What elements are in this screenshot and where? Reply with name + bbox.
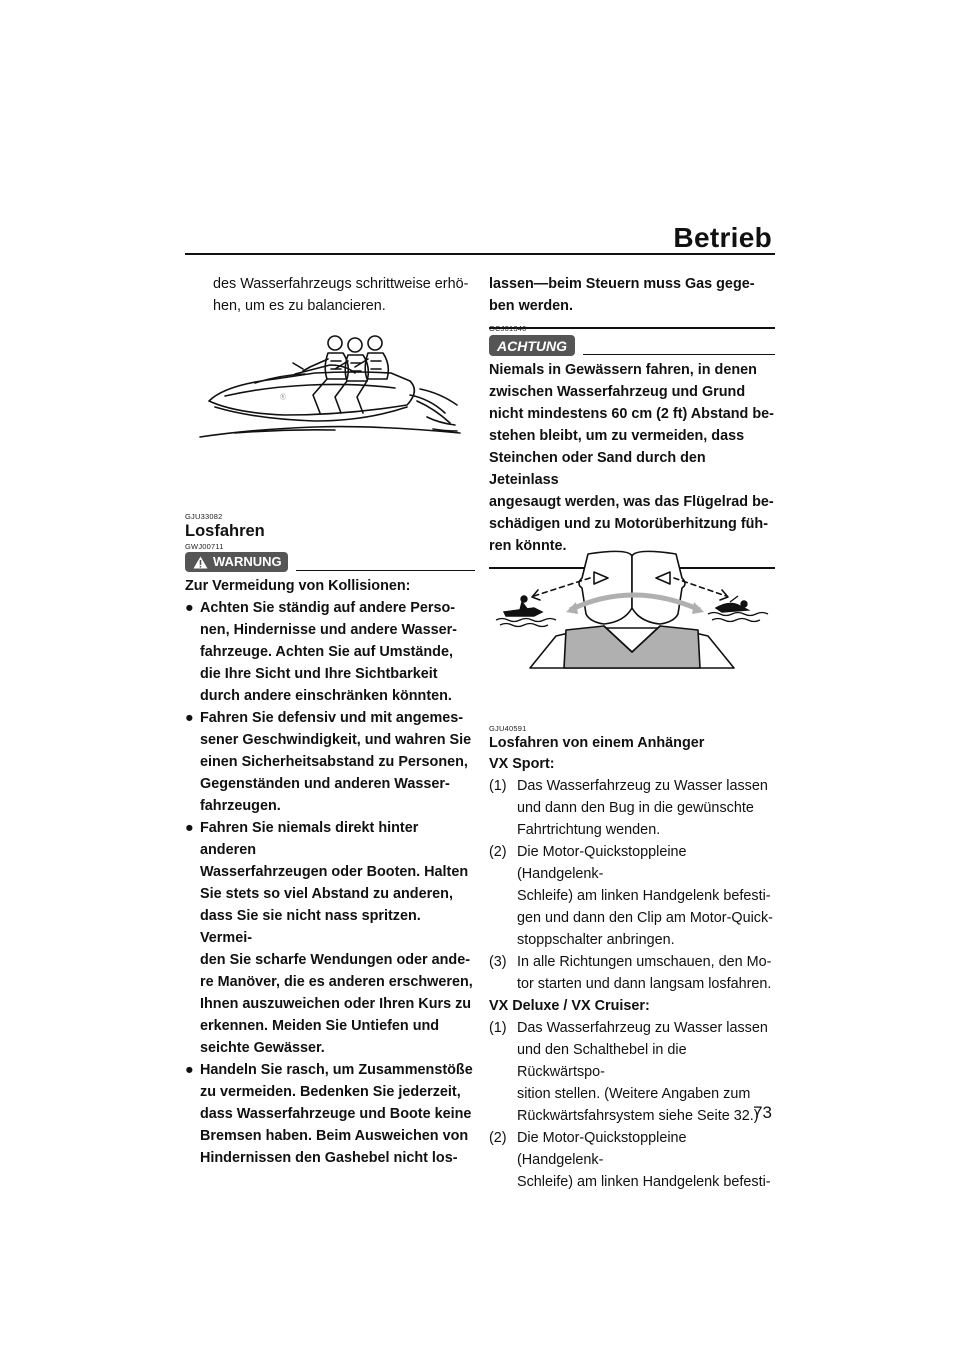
bullet-line: seichte Gewässer. (200, 1040, 325, 1056)
step-item (489, 951, 775, 995)
page-header-title: Betrieb (673, 222, 772, 253)
step-item (489, 841, 775, 951)
left-intro (185, 273, 475, 317)
bullet-line: re Manöver, die es anderen erschweren, (200, 974, 473, 990)
bullet-line: Ihnen auszuweichen oder Ihren Kurs zu (200, 996, 472, 1012)
section-title: Losfahren (185, 522, 265, 540)
bullet-line: Sie stets so viel Abstand zu anderen, (200, 886, 453, 902)
warning-label-row (185, 552, 475, 572)
bullet-line: sener Geschwindigkeit, und wahren Sie (200, 732, 472, 748)
warning-bullets (185, 597, 475, 1169)
bullet-line: die Ihre Sicht und Ihre Sichtbarkeit (200, 666, 438, 682)
section-losfahren (185, 512, 475, 1169)
caution-line: Niemals in Gewässern fahren, in denen (489, 362, 757, 378)
caution-line: Steinchen oder Sand durch den Jeteinlass (489, 450, 706, 488)
warning-label: WARNUNG (213, 554, 282, 569)
warning-rule (296, 570, 475, 572)
step-line: gen und dann den Clip am Motor-Quick- (517, 910, 773, 926)
bullet-line: Handeln Sie rasch, um Zusammenstöße (200, 1062, 473, 1078)
bullet-line: Fahren Sie niemals direkt hinter anderen (200, 820, 419, 858)
caution-line: ren könnte. (489, 538, 567, 554)
step-line: stoppschalter anbringen. (517, 932, 675, 948)
bullet-item (185, 1059, 475, 1169)
bullet-dot-icon: ● (185, 600, 194, 616)
bullet-line: Fahren Sie defensiv und mit angemes- (200, 710, 464, 726)
bullet-item (185, 597, 475, 707)
step-number: (2) (489, 1130, 507, 1146)
bullet-line: Wasserfahrzeugen oder Booten. Halten (200, 864, 469, 880)
step-item (489, 1127, 775, 1193)
warning-triangle-icon (193, 556, 208, 569)
bullet-dot-icon: ● (185, 1062, 194, 1078)
step-line: Fahrtrichtung wenden. (517, 822, 661, 838)
step-number: (1) (489, 778, 507, 794)
warning-heading: Zur Vermeidung von Kollisionen: (185, 578, 411, 594)
bullet-line: einen Sicherheitsabstand zu Personen, (200, 754, 468, 770)
warning-code: GWJ00711 (185, 542, 224, 551)
caution-code: GCJ01340 (489, 324, 527, 333)
step-number: (2) (489, 844, 507, 860)
header-rule (185, 253, 775, 255)
caution-line: stehen bleibt, um zu vermeiden, dass (489, 428, 745, 444)
step-line: und dann den Bug in die gewünschte (517, 800, 754, 816)
page-number: 73 (753, 1103, 772, 1122)
bullet-item (185, 707, 475, 817)
caution-label-row (489, 335, 775, 356)
bullet-line: zu vermeiden. Bedenken Sie jederzeit, (200, 1084, 461, 1100)
bullet-line: Bremsen haben. Beim Ausweichen von (200, 1128, 469, 1144)
section-anhaenger (489, 724, 775, 1193)
step-line: sition stellen. (Weitere Angaben zum (517, 1086, 751, 1102)
bullet-line: dass Wasserfahrzeuge und Boote keine (200, 1106, 472, 1122)
caution-line: angesaugt werden, was das Flügelrad be- (489, 494, 774, 510)
group1-steps (489, 775, 775, 995)
section-code: GJU33082 (185, 512, 223, 521)
bullet-dot-icon: ● (185, 710, 194, 726)
group-title: VX Deluxe / VX Cruiser: (489, 998, 650, 1014)
bullet-line: dass Sie sie nicht nass spritzen. Vermei- (200, 908, 421, 946)
step-line: Rückwärtsfahrsystem siehe Seite 32.) (517, 1108, 759, 1124)
section-code: GJU40591 (489, 724, 527, 733)
bullet-line: nen, Hindernisse und andere Wasser- (200, 622, 457, 638)
caution-text (489, 359, 775, 557)
bullet-line: erkennen. Meiden Sie Untiefen und (200, 1018, 440, 1034)
intro-line: des Wasserfahrzeugs schrittweise erhö- (213, 276, 469, 292)
svg-text:Ⓨ: Ⓨ (280, 395, 287, 401)
bullet-item (185, 817, 475, 1059)
bullet-line: Achten Sie ständig auf andere Perso- (200, 600, 456, 616)
group2-steps (489, 1017, 775, 1193)
bullet-line: fahrzeuge. Achten Sie auf Umstände, (200, 644, 453, 660)
step-line: Schleife) am linken Handgelenk befesti- (517, 888, 771, 904)
caution-line: schädigen und zu Motorüberhitzung füh- (489, 516, 768, 532)
step-line: In alle Richtungen umschauen, den Mo- (517, 954, 772, 970)
step-line: Die Motor-Quickstoppleine (Handgelenk- (517, 1130, 687, 1168)
bullet-line: Hindernissen den Gashebel nicht los- (200, 1150, 458, 1166)
step-line: Das Wasserfahrzeug zu Wasser lassen (517, 1020, 768, 1036)
bullet-dot-icon: ● (185, 820, 194, 836)
group-title: VX Sport: (489, 756, 555, 772)
caution-rule (583, 354, 775, 356)
step-line: Das Wasserfahrzeug zu Wasser lassen (517, 778, 768, 794)
step-item (489, 1017, 775, 1127)
step-number: (1) (489, 1020, 507, 1036)
warning-cont-line: lassen—beim Steuern muss Gas gege- (489, 276, 755, 292)
step-line: Schleife) am linken Handgelenk befesti- (517, 1174, 771, 1190)
section-title: Losfahren von einem Anhänger (489, 735, 705, 751)
jetski-illustration (195, 333, 465, 448)
step-line: tor starten und dann langsam losfahren. (517, 976, 772, 992)
caution-line: nicht mindestens 60 cm (2 ft) Abstand be- (489, 406, 774, 422)
caution-label: ACHTUNG (497, 337, 567, 354)
bullet-line: Gegenständen und anderen Wasser- (200, 776, 450, 792)
warning-badge (185, 552, 288, 572)
step-line: und den Schalthebel in die Rückwärtspo- (517, 1042, 687, 1080)
caution-badge (489, 335, 575, 356)
intro-line: hen, um es zu balancieren. (213, 298, 386, 314)
right-warning-continued (489, 273, 775, 329)
look-around-illustration (494, 548, 770, 670)
caution-line: zwischen Wasserfahrzeug und Grund (489, 384, 746, 400)
step-line: Die Motor-Quickstoppleine (Handgelenk- (517, 844, 687, 882)
warning-cont-line: ben werden. (489, 298, 573, 314)
bullet-line: den Sie scharfe Wendungen oder ande- (200, 952, 471, 968)
step-item (489, 775, 775, 841)
bullet-line: fahrzeugen. (200, 798, 281, 814)
bullet-line: durch andere einschränken könnten. (200, 688, 452, 704)
caution-block (489, 324, 775, 569)
step-number: (3) (489, 954, 507, 970)
